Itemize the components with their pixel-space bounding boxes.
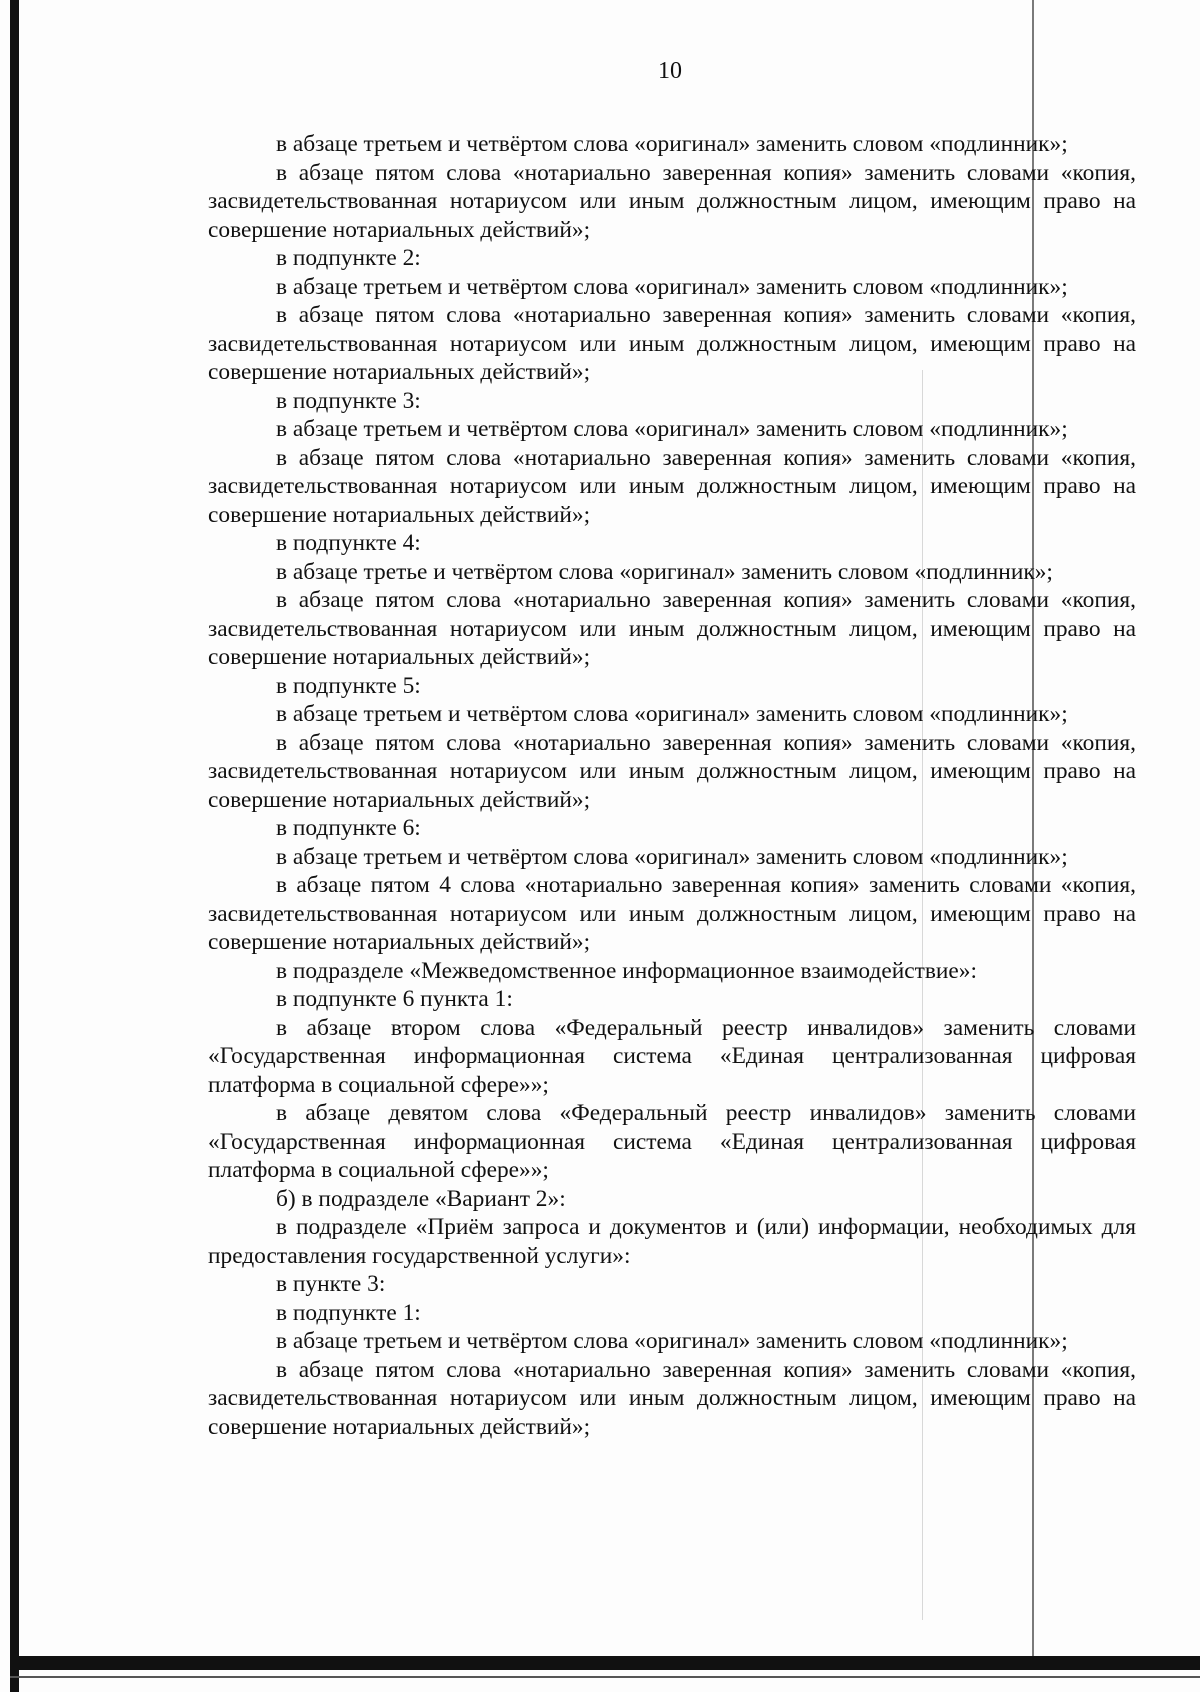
paragraph: в абзаце пятом слова «нотариально заверенная копия» заменить словами «копия, засвидетельствованная нотариусом или иным должностным лицом, имеющим право на совершение нотариальных действий»; — [208, 302, 1136, 385]
page-number: 10 — [658, 58, 682, 84]
scan-bottom-edge — [10, 1656, 1200, 1670]
scan-bottom-edge-thin — [10, 1676, 1200, 1678]
paragraph: в абзаце пятом слова «нотариально заверенная копия» заменить словами «копия, засвидетельствованная нотариусом или иным должностным лицом, имеющим право на совершение нотариальных действий»; — [208, 444, 1136, 528]
paragraph: в абзаце третьем и четвёртом слова «оригинал» заменить словом «подлинник»; — [276, 131, 1068, 157]
paragraph: в подпункте 6 пункта 1: — [276, 986, 513, 1012]
paragraph: в подпункте 2: — [276, 245, 421, 271]
paragraph: в абзаце третьем и четвёртом слова «оригинал» заменить словом «подлинник»; — [276, 416, 1068, 442]
paragraph: в абзаце третьем и четвёртом слова «оригинал» заменить словом «подлинник»; — [276, 1328, 1068, 1354]
paragraph: в абзаце третьем и четвёртом слова «оригинал» заменить словом «подлинник»; — [276, 701, 1068, 727]
paragraph: в абзаце пятом слова «нотариально заверенная копия» заменить словами «копия, засвидетельствованная нотариусом или иным должностным лицом, имеющим право на совершение нотариальных действий»; — [208, 1356, 1136, 1440]
paragraph: в подразделе «Приём запроса и документов и (или) информации, необходимых для предоставления государственной услуги»: — [208, 1214, 1136, 1269]
paragraph: в абзаце пятом слова «нотариально заверенная копия» заменить словами «копия, засвидетельствованная нотариусом или иным должностным лицом, имеющим право на совершение нотариальных действий»; — [208, 587, 1136, 670]
paragraph: в подпункте 3: — [276, 387, 421, 414]
paragraph: в подпункте 4: — [276, 530, 421, 556]
document-body — [208, 130, 1136, 1441]
paragraph: в абзаце девятом слова «Федеральный реестр инвалидов» заменить словами «Государственная информационная система «Единая централизованная цифровая платформа в социальной сфере»»; — [208, 1100, 1136, 1183]
paragraph: в абзаце пятом слова «нотариально заверенная копия» заменить словами «копия, засвидетельствованная нотариусом или иным должностным лицом, имеющим право на совершение нотариальных действий»; — [208, 729, 1136, 813]
paragraph: в пункте 3: — [276, 1271, 386, 1297]
paragraph: в абзаце пятом слова «нотариально заверенная копия» заменить словами «копия, засвидетельствованная нотариусом или иным должностным лицом, имеющим право на совершение нотариальных действий»; — [208, 159, 1136, 243]
paragraph: в подпункте 1: — [276, 1299, 421, 1326]
paragraph: в подпункте 6: — [276, 815, 421, 841]
scan-left-edge — [10, 0, 19, 1692]
paragraph: б) в подразделе «Вариант 2»: — [276, 1185, 566, 1212]
paragraph: в подпункте 5: — [276, 672, 421, 699]
paragraph: в абзаце третье и четвёртом слова «оригинал» заменить словом «подлинник»; — [276, 558, 1053, 585]
paragraph: в подразделе «Межведомственное информационное взаимодействие»: — [276, 957, 977, 984]
paragraph: в абзаце втором слова «Федеральный реестр инвалидов» заменить словами «Государственная информационная система «Единая централизованная цифровая платформа в социальной сфере»»; — [208, 1014, 1136, 1098]
paragraph: в абзаце третьем и четвёртом слова «оригинал» заменить словом «подлинник»; — [276, 273, 1068, 300]
paragraph: в абзаце третьем и четвёртом слова «оригинал» заменить словом «подлинник»; — [276, 843, 1068, 870]
paragraph: в абзаце пятом 4 слова «нотариально заверенная копия» заменить словами «копия, засвидетельствованная нотариусом или иным должностным лицом, имеющим право на совершение нотариальных действий»; — [208, 872, 1136, 955]
